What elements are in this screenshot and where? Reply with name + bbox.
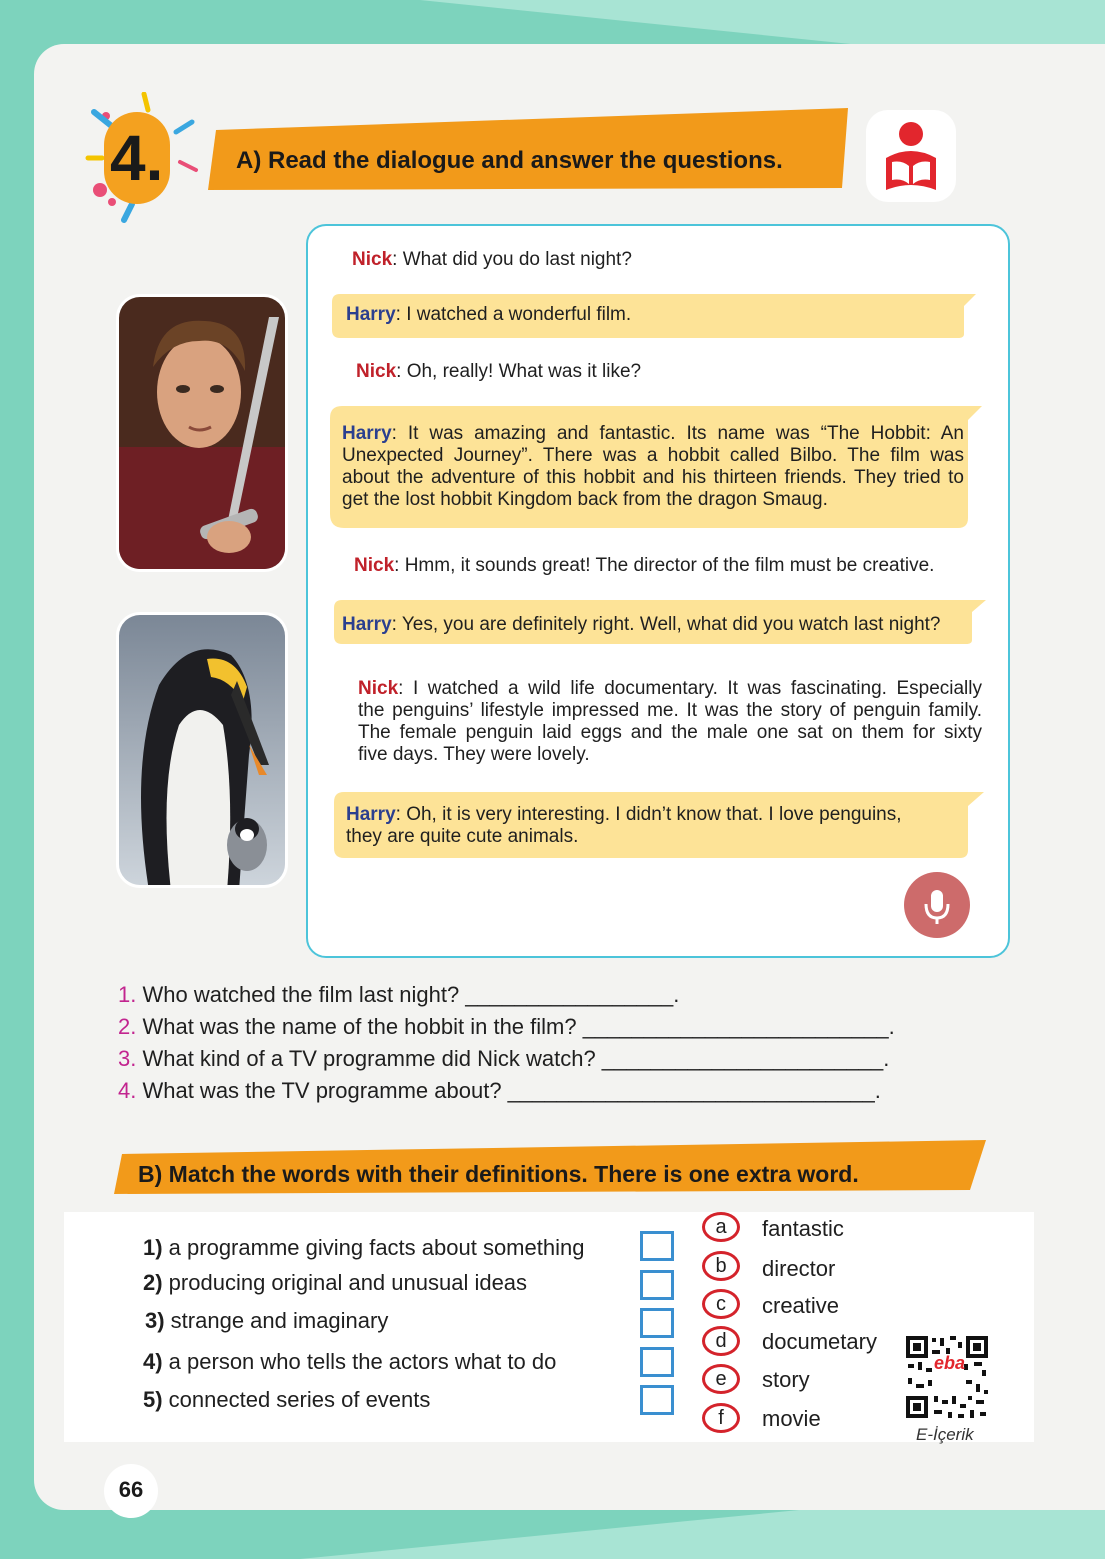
microphone-icon [904, 872, 970, 938]
dialogue-line-7: Nick: I watched a wild life documentary. It was fascinating. Especially the penguins’ lifestyle impressed me. It was the story of penguin family. The female penguin laid eggs and the male one sat on them for sixty five days. They were lovely. [358, 678, 982, 765]
question-3: 3. What kind of a TV programme did Nick watch? _______________________. [118, 1046, 890, 1071]
question-1: 1. Who watched the film last night? _________________. [118, 982, 680, 1007]
hobbit-photo [116, 294, 288, 572]
option-word-f: movie [762, 1406, 821, 1431]
part-a-instruction: A) Read the dialogue and answer the questions. [236, 147, 783, 174]
option-letter-e: e [702, 1364, 740, 1394]
dialogue-line-4: Harry: It was amazing and fantastic. Its name was “The Hobbit: An Unexpected Journey”. There was a hobbit called Bilbo. The film was about the adventure of this hobbit and his thirteen friends. They tried to get the lost hobbit Kingdom back from the dragon Smaug. [342, 423, 964, 510]
penguin-photo [116, 612, 288, 888]
page-number: 66 [118, 1477, 144, 1502]
option-word-d: documetary [762, 1329, 877, 1354]
option-letter-a: a [702, 1212, 740, 1242]
dialogue-line-6: Harry: Yes, you are definitely right. Well, what did you watch last night? [342, 614, 941, 635]
qr-caption: E-İçerik [916, 1425, 974, 1444]
reading-person-icon [876, 118, 946, 194]
dialogue-line-1: Nick: What did you do last night? [352, 249, 632, 270]
question-4: 4. What was the TV programme about? ______________________________. [118, 1078, 881, 1103]
definition-2: 2) producing original and unusual ideas [143, 1270, 528, 1295]
qr-logo-text: eba [934, 1353, 966, 1373]
audio-button[interactable] [904, 872, 970, 938]
definition-4: 4) a person who tells the actors what to do [143, 1349, 557, 1374]
option-word-a: fantastic [762, 1216, 844, 1241]
qr-code[interactable] [904, 1334, 990, 1420]
definition-3: 3) strange and imaginary [145, 1308, 389, 1333]
dialogue-line-2: Harry: I watched a wonderful film. [346, 304, 632, 325]
option-letter-c: c [702, 1289, 740, 1319]
answer-box-4[interactable] [640, 1347, 674, 1377]
dialogue-line-5: Nick: Hmm, it sounds great! The director of the film must be creative. [354, 555, 935, 576]
answer-box-3[interactable] [640, 1308, 674, 1338]
option-word-b: director [762, 1256, 836, 1281]
option-word-c: creative [762, 1293, 840, 1318]
part-b-instruction: B) Match the words with their definitions. There is one extra word. [138, 1161, 859, 1187]
answer-box-5[interactable] [640, 1385, 674, 1415]
exercise-number: 4. [110, 122, 164, 194]
answer-box-2[interactable] [640, 1270, 674, 1300]
option-letter-b: b [702, 1251, 740, 1281]
option-letter-d: d [702, 1326, 740, 1356]
answer-box-1[interactable] [640, 1231, 674, 1261]
definition-1: 1) a programme giving facts about something [143, 1235, 585, 1260]
dialogue-line-3: Nick: Oh, really! What was it like? [356, 361, 642, 382]
question-2: 2. What was the name of the hobbit in the film? _________________________. [118, 1014, 895, 1039]
definition-5: 5) connected series of events [143, 1387, 431, 1412]
option-letter-f: f [702, 1403, 740, 1433]
dialogue-line-8: Harry: Oh, it is very interesting. I didn’t know that. I love penguins, they are quite cute animals. [346, 804, 902, 847]
option-word-e: story [762, 1367, 810, 1392]
